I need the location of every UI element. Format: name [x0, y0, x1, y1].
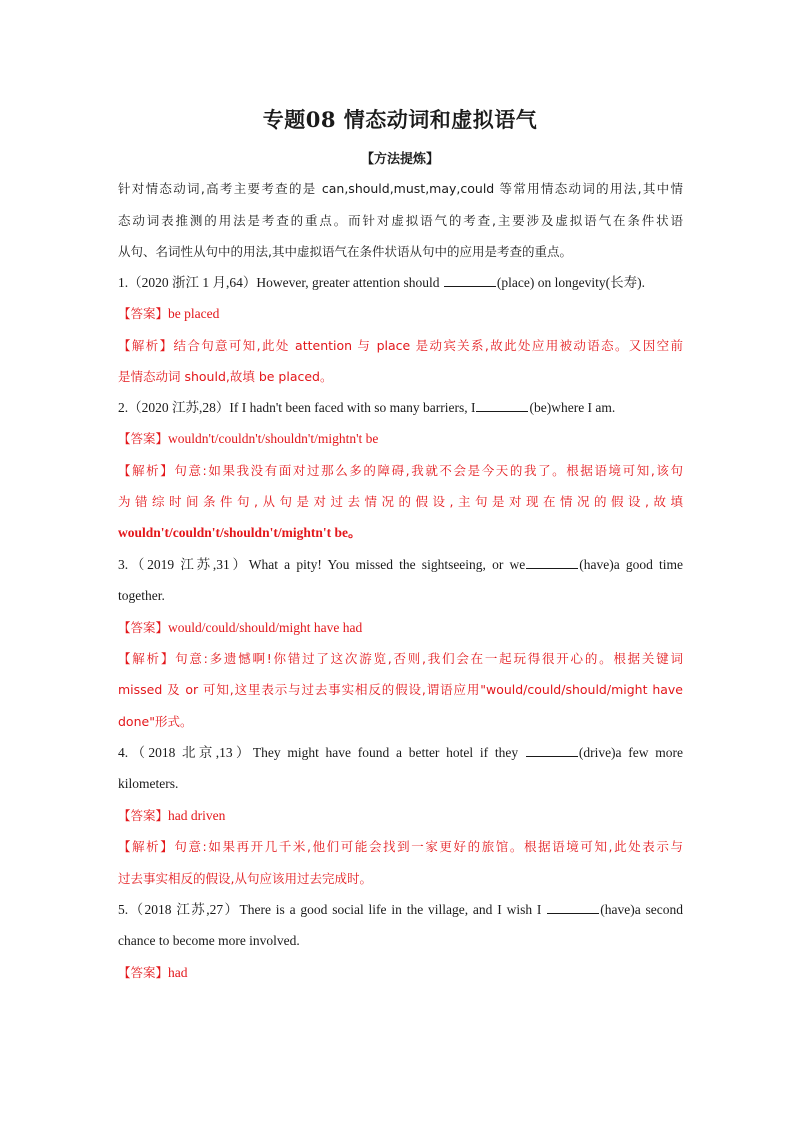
- analysis-text: 句意:如果我没有面对过那么多的障碍,我就不会是今天的我了。根据语境可知,该句: [174, 463, 683, 478]
- answer-blank: [476, 399, 528, 412]
- answer-blank: [547, 901, 599, 914]
- analysis-line: wouldn't/couldn't/shouldn't/mightn't be。: [118, 525, 362, 540]
- answer-label: 【答案】: [118, 306, 169, 321]
- question-text: (have)a good time: [579, 557, 683, 572]
- question-text: 2.（2020 江苏,28）If I hadn't been faced with so many barriers, I: [118, 400, 476, 415]
- analysis-line: 是情态动词 should,故填 be placed。: [118, 369, 333, 384]
- question-1: [118, 274, 683, 292]
- answer-label: 【答案】: [118, 431, 169, 446]
- answer-2: [118, 430, 683, 448]
- answer-3: [118, 619, 683, 637]
- question-text: (drive)a few more: [578, 745, 683, 760]
- answer-blank: [444, 274, 496, 287]
- analysis-2: [118, 462, 683, 480]
- question-text: 3.（2019 江苏,31）What a pity! You missed the sightseeing, or we: [118, 557, 526, 572]
- intro-line: 从句、名词性从句中的用法,其中虚拟语气在条件状语从句中的应用是考查的重点。: [118, 244, 572, 259]
- question-text: (be)where I am.: [529, 400, 616, 415]
- question-text: 5.（2018 江苏,27）There is a good social life in the village, and I wish I: [118, 902, 547, 917]
- analysis-text: 句意:多遗憾啊!你错过了这次游览,否则,我们会在一起玩得很开心的。根据关键词: [175, 651, 683, 666]
- answer-text: wouldn't/couldn't/shouldn't/mightn't be: [168, 431, 379, 446]
- answer-1: [118, 305, 683, 323]
- answer-blank: [526, 744, 578, 757]
- question-text: (have)a second: [600, 902, 683, 917]
- answer-label: 【答案】: [118, 965, 169, 980]
- question-2: [118, 399, 683, 417]
- answer-text: had driven: [168, 808, 226, 823]
- answer-label: 【答案】: [118, 620, 169, 635]
- page-title: 专题08 情态动词和虚拟语气: [262, 107, 538, 132]
- question-line: kilometers.: [118, 776, 179, 791]
- answer-5: [118, 964, 683, 982]
- answer-text: had: [168, 965, 188, 980]
- intro-line: 态动词表推测的用法是考查的重点。而针对虚拟语气的考查,主要涉及虚拟语气在条件状语: [118, 213, 683, 228]
- analysis-label: 【解析】: [118, 839, 175, 854]
- question-line: together.: [118, 588, 165, 603]
- analysis-3: [118, 650, 683, 668]
- analysis-label: 【解析】: [118, 463, 175, 478]
- answer-text: would/could/should/might have had: [168, 620, 363, 635]
- analysis-4: [118, 838, 683, 856]
- answer-text: be placed: [168, 306, 220, 321]
- analysis-line: 为错综时间条件句,从句是对过去情况的假设,主句是对现在情况的假设,故填: [118, 494, 683, 509]
- intro-line: 针对情态动词,高考主要考查的是 can,should,must,may,could 等常用情态动词的用法,其中情: [118, 181, 683, 196]
- question-line: chance to become more involved.: [118, 933, 300, 948]
- section-heading: 【方法提炼】: [360, 152, 439, 167]
- answer-label: 【答案】: [118, 808, 169, 823]
- analysis-label: 【解析】: [118, 651, 176, 666]
- question-5: [118, 901, 683, 919]
- analysis-text: 句意:如果再开几千米,他们可能会找到一家更好的旅馆。根据语境可知,此处表示与: [174, 839, 683, 854]
- question-4: [118, 744, 683, 762]
- analysis-line: missed 及 or 可知,这里表示与过去事实相反的假设,谓语应用"would/could/should/might have: [118, 682, 683, 697]
- analysis-line: 过去事实相反的假设,从句应该用过去完成时。: [118, 871, 372, 886]
- analysis-text: 结合句意可知,此处 attention 与 place 是动宾关系,故此处应用被动语态。又因空前: [173, 338, 683, 353]
- answer-4: [118, 807, 683, 825]
- answer-blank: [526, 556, 578, 569]
- analysis-line: done"形式。: [118, 714, 193, 729]
- analysis-1: [118, 337, 683, 355]
- question-text: 1.（2020 浙江 1 月,64）However, greater attention should: [118, 275, 443, 290]
- analysis-label: 【解析】: [118, 338, 174, 353]
- question-text: 4.（2018 北京,13）They might have found a better hotel if they: [118, 745, 525, 760]
- question-text: (place) on longevity(长寿).: [496, 275, 645, 290]
- question-3: [118, 556, 683, 574]
